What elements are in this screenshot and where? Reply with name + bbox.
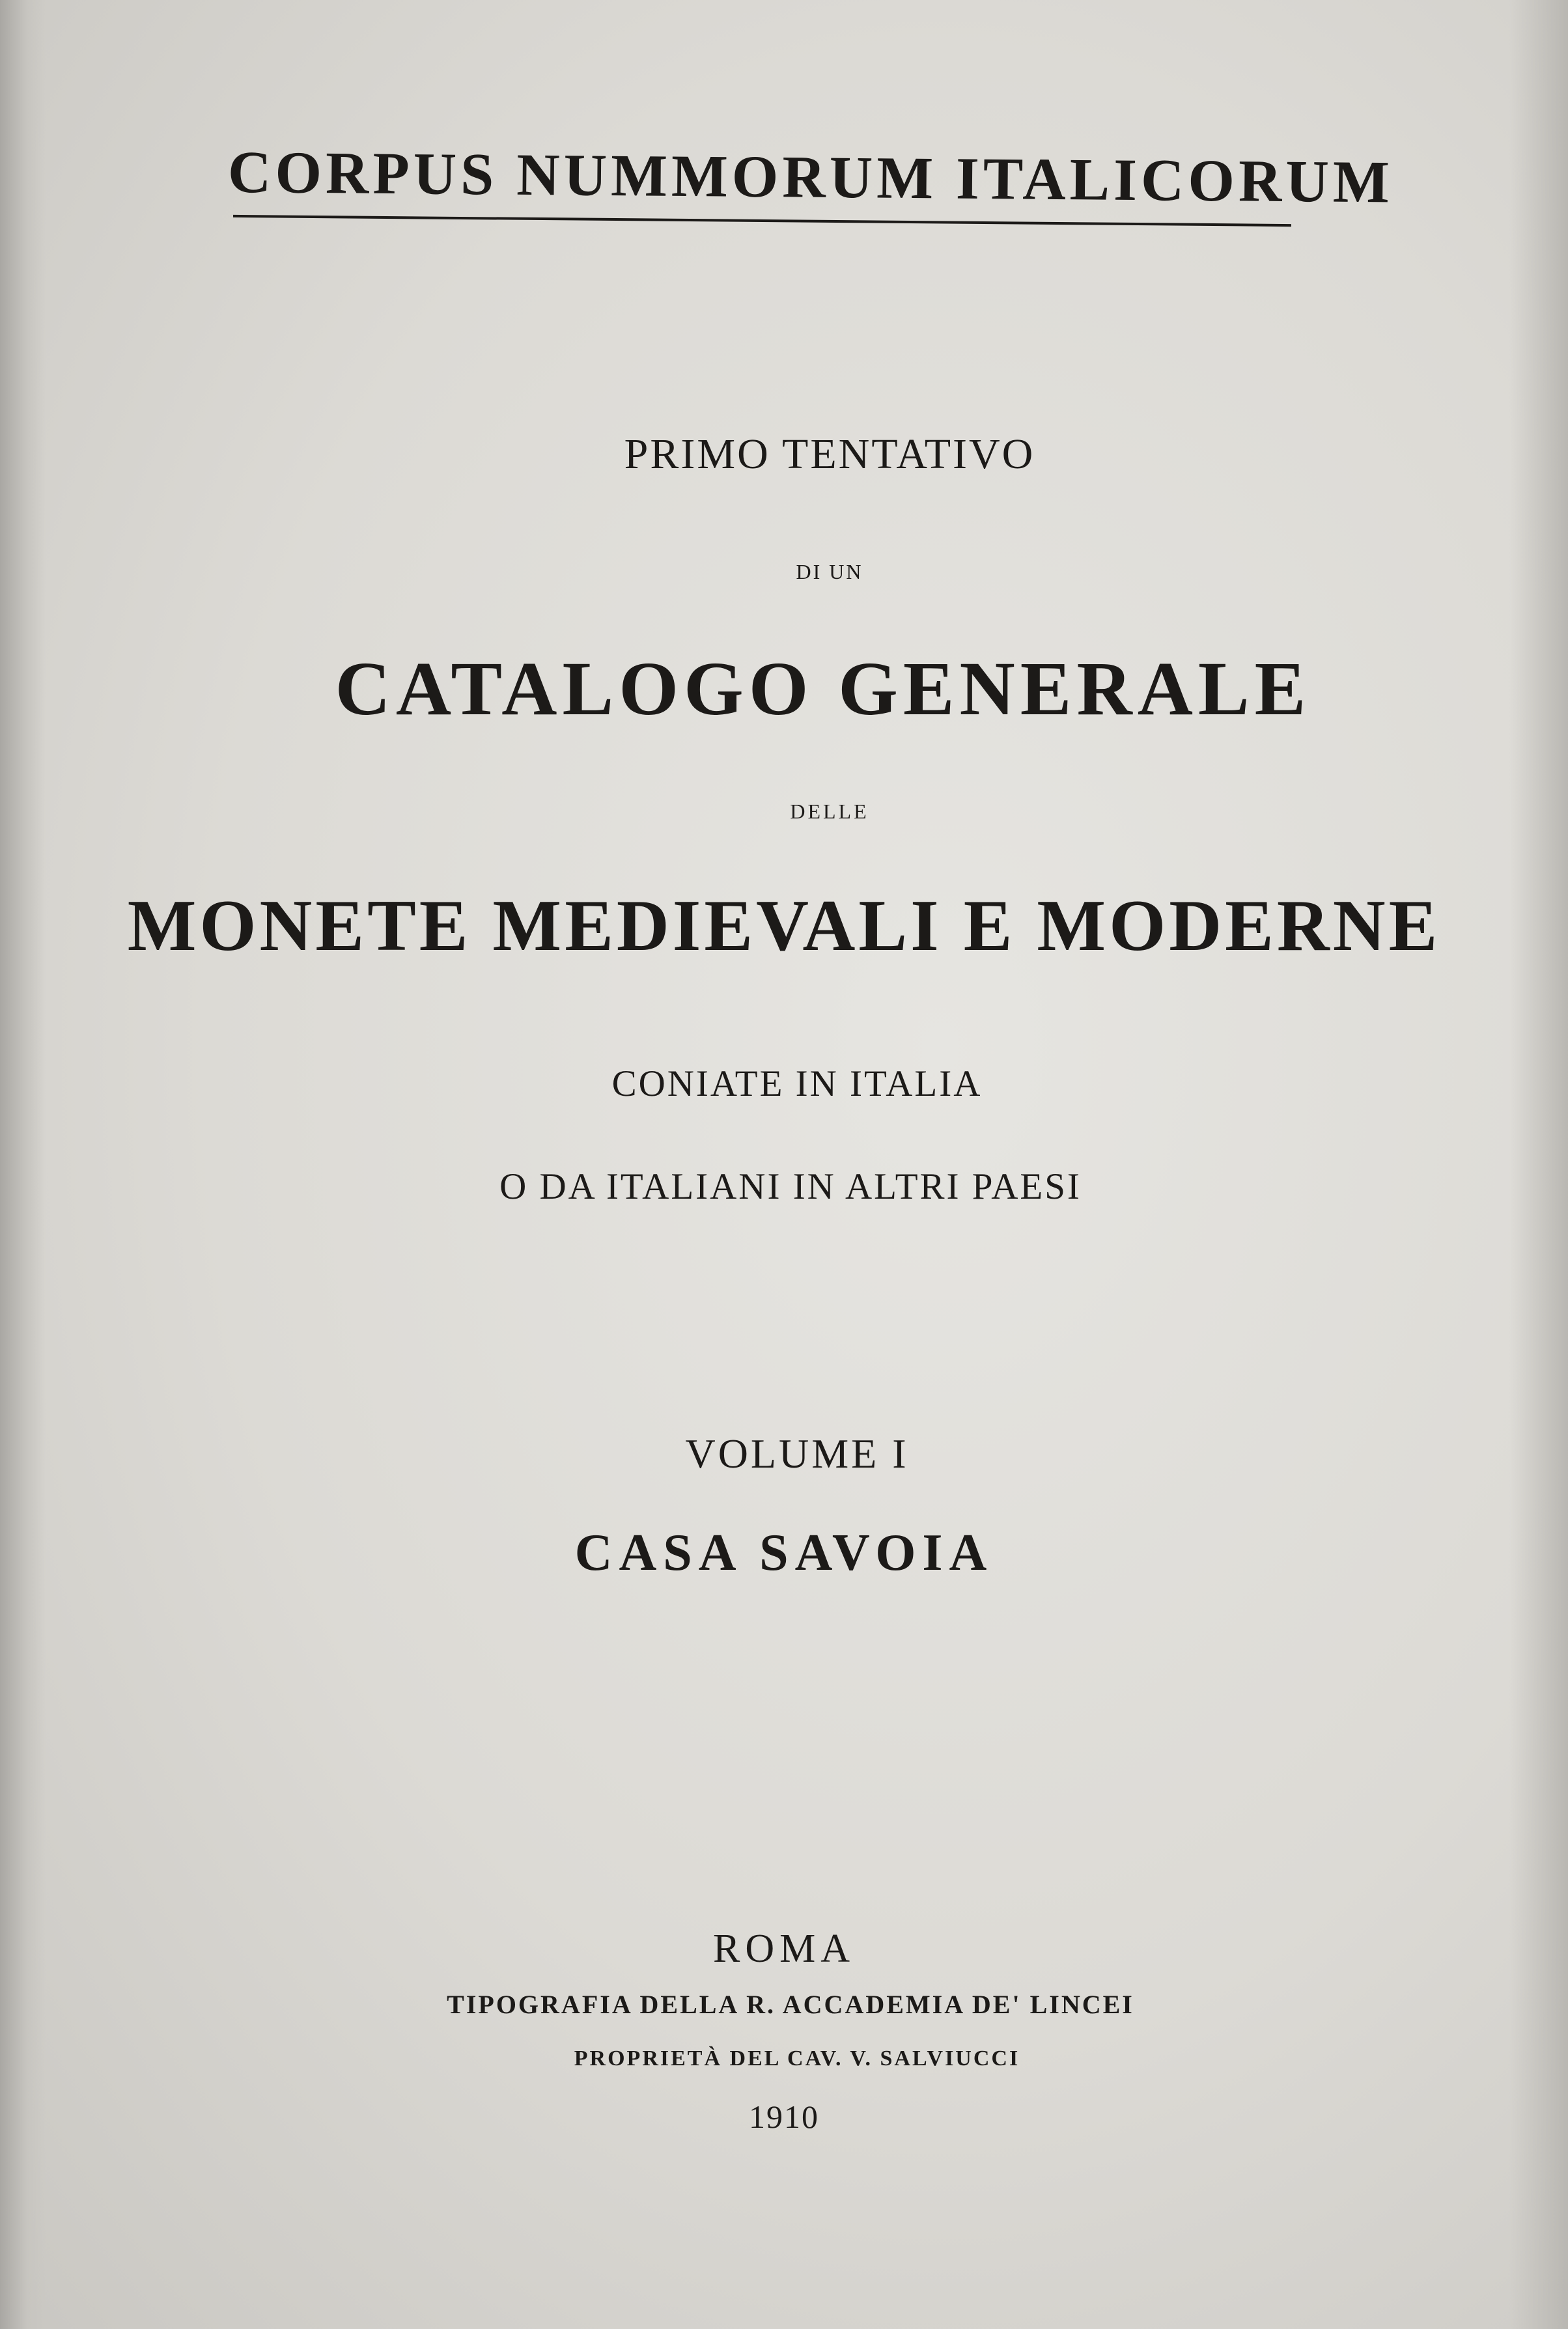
volume-subject: CASA SAVOIA [574, 1524, 994, 1582]
title-line-di-un: DI UN [796, 560, 863, 583]
title-line-o-da-italiani: O DA ITALIANI IN ALTRI PAESI [499, 1166, 1082, 1207]
volume-label: VOLUME I [685, 1430, 909, 1477]
imprint-city: ROMA [712, 1927, 856, 1971]
page-edge-shadow-right [1509, 0, 1568, 2329]
title-line-delle: DELLE [790, 800, 869, 823]
imprint-printer: TIPOGRAFIA DELLA R. ACCADEMIA DE' LINCEI [447, 1990, 1134, 2019]
page-edge-shadow-left [0, 0, 46, 2329]
title-line-primo-tentativo: PRIMO TENTATIVO [624, 430, 1035, 478]
title-line-catalogo-generale: CATALOGO GENERALE [335, 646, 1311, 731]
series-title: CORPUS NUMMORUM ITALICORUM [227, 138, 1394, 216]
imprint-year: 1910 [749, 2099, 819, 2135]
title-line-coniate: CONIATE IN ITALIA [611, 1063, 983, 1104]
series-title-rule [233, 215, 1291, 227]
imprint-owner: PROPRIETÀ DEL CAV. V. SALVIUCCI [574, 2046, 1020, 2071]
title-line-monete: MONETE MEDIEVALI E MODERNE [127, 886, 1441, 966]
